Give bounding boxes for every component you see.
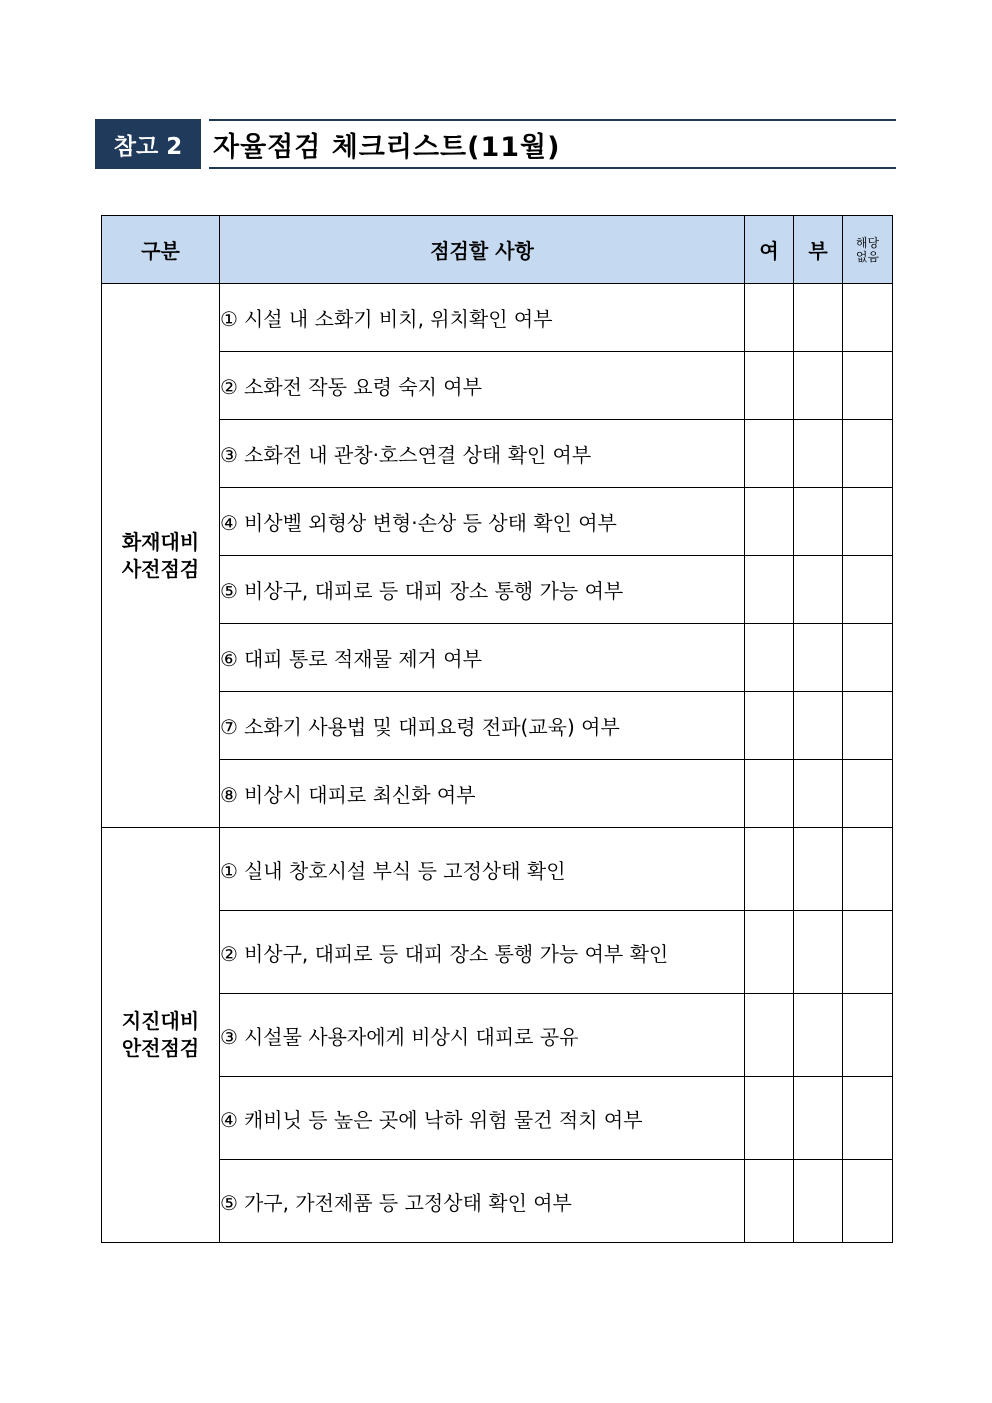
item-number: ①: [220, 858, 238, 883]
item-number: ②: [220, 375, 238, 399]
page-title: 자율점검 체크리스트(11월): [213, 131, 561, 163]
check-item: [220, 911, 745, 994]
check-item: [220, 352, 745, 420]
check-cell-yes[interactable]: [745, 760, 794, 828]
table-row: [102, 352, 893, 420]
table-row: [102, 420, 893, 488]
item-number: ①: [220, 307, 238, 331]
category-earthquake-line-1: 지진대비: [121, 1009, 200, 1033]
na-line-2: 없음: [855, 249, 880, 264]
check-cell-no[interactable]: [794, 352, 843, 420]
check-cell-no[interactable]: [794, 828, 843, 911]
check-item: [220, 624, 745, 692]
check-cell-no[interactable]: [794, 624, 843, 692]
item-number: ⑤: [220, 579, 238, 603]
category-fire-line-2: 사전점검: [121, 556, 200, 581]
item-text: 실내 창호시설 부식 등 고정상태 확인: [243, 858, 566, 883]
check-cell-na[interactable]: [843, 352, 893, 420]
check-item: [220, 828, 745, 911]
column-header-category: 구분: [102, 216, 220, 284]
category-fire-line-1: 화재대비: [121, 529, 200, 554]
table-header-row: [102, 216, 893, 284]
reference-badge: 참고 2: [95, 119, 201, 169]
check-cell-no[interactable]: [794, 488, 843, 556]
table-row: [102, 692, 893, 760]
item-text: 소화기 사용법 및 대피요령 전파(교육) 여부: [243, 715, 620, 739]
check-item: [220, 1077, 745, 1160]
table-row: [102, 624, 893, 692]
check-cell-yes[interactable]: [745, 1077, 794, 1160]
check-cell-yes[interactable]: [745, 624, 794, 692]
check-item: [220, 760, 745, 828]
item-number: ④: [220, 511, 238, 535]
check-cell-na[interactable]: [843, 420, 893, 488]
document-header: [95, 119, 896, 169]
check-cell-na[interactable]: [843, 1077, 893, 1160]
check-cell-no[interactable]: [794, 1077, 843, 1160]
item-number: ⑧: [220, 783, 238, 807]
check-cell-yes[interactable]: [745, 1160, 794, 1243]
table-row: [102, 911, 893, 994]
item-text: 소화전 내 관창·호스연결 상태 확인 여부: [243, 443, 592, 467]
item-text: 캐비닛 등 높은 곳에 낙하 위험 물건 적치 여부: [243, 1107, 643, 1132]
table-row: [102, 284, 893, 352]
check-cell-na[interactable]: [843, 284, 893, 352]
item-number: ⑦: [220, 715, 238, 739]
check-cell-na[interactable]: [843, 760, 893, 828]
checklist-table: [101, 215, 893, 1243]
item-number: ④: [220, 1107, 238, 1132]
table-row: [102, 994, 893, 1077]
item-text: 비상벨 외형상 변형·손상 등 상태 확인 여부: [243, 511, 617, 535]
check-cell-yes[interactable]: [745, 284, 794, 352]
check-cell-no[interactable]: [794, 692, 843, 760]
check-cell-yes[interactable]: [745, 556, 794, 624]
item-text: 비상시 대피로 최신화 여부: [243, 783, 476, 807]
table-row: [102, 488, 893, 556]
check-cell-na[interactable]: [843, 624, 893, 692]
item-text: 비상구, 대피로 등 대피 장소 통행 가능 여부 확인: [243, 941, 669, 966]
check-cell-na[interactable]: [843, 911, 893, 994]
check-item: [220, 284, 745, 352]
check-cell-yes[interactable]: [745, 352, 794, 420]
check-cell-yes[interactable]: [745, 828, 794, 911]
check-cell-no[interactable]: [794, 284, 843, 352]
item-text: 시설물 사용자에게 비상시 대피로 공유: [243, 1024, 579, 1049]
item-number: ⑥: [220, 647, 238, 671]
category-earthquake-line-2: 안전점검: [121, 1036, 200, 1060]
check-cell-no[interactable]: [794, 1160, 843, 1243]
table-row: [102, 1077, 893, 1160]
table-row: [102, 828, 893, 911]
check-item: [220, 556, 745, 624]
check-item: [220, 488, 745, 556]
check-cell-no[interactable]: [794, 994, 843, 1077]
item-text: 대피 통로 적재물 제거 여부: [243, 647, 482, 671]
category-fire: [102, 284, 220, 828]
item-number: ③: [220, 443, 238, 467]
check-cell-yes[interactable]: [745, 420, 794, 488]
check-cell-na[interactable]: [843, 828, 893, 911]
item-text: 시설 내 소화기 비치, 위치확인 여부: [243, 307, 553, 331]
check-item: [220, 420, 745, 488]
check-cell-no[interactable]: [794, 911, 843, 994]
item-number: ③: [220, 1024, 238, 1049]
item-number: ②: [220, 941, 238, 966]
column-header-item: 점검할 사항: [220, 216, 745, 284]
check-cell-no[interactable]: [794, 760, 843, 828]
item-number: ⑤: [220, 1190, 238, 1215]
check-cell-na[interactable]: [843, 692, 893, 760]
check-cell-na[interactable]: [843, 556, 893, 624]
check-cell-no[interactable]: [794, 420, 843, 488]
column-header-not-applicable: [843, 216, 893, 284]
check-cell-na[interactable]: [843, 488, 893, 556]
na-line-1: 해당: [855, 235, 880, 250]
category-earthquake: [102, 828, 220, 1243]
check-cell-na[interactable]: [843, 1160, 893, 1243]
check-cell-yes[interactable]: [745, 488, 794, 556]
item-text: 가구, 가전제품 등 고정상태 확인 여부: [243, 1190, 572, 1215]
check-cell-no[interactable]: [794, 556, 843, 624]
check-item: [220, 994, 745, 1077]
title-box: [209, 119, 896, 169]
check-cell-yes[interactable]: [745, 994, 794, 1077]
table-row: [102, 556, 893, 624]
check-cell-yes[interactable]: [745, 911, 794, 994]
column-header-no: 부: [794, 216, 843, 284]
check-item: [220, 1160, 745, 1243]
item-text: 소화전 작동 요령 숙지 여부: [243, 375, 482, 399]
check-cell-na[interactable]: [843, 994, 893, 1077]
table-row: [102, 760, 893, 828]
check-item: [220, 692, 745, 760]
item-text: 비상구, 대피로 등 대피 장소 통행 가능 여부: [243, 579, 624, 603]
check-cell-yes[interactable]: [745, 692, 794, 760]
column-header-yes: 여: [745, 216, 794, 284]
table-row: [102, 1160, 893, 1243]
